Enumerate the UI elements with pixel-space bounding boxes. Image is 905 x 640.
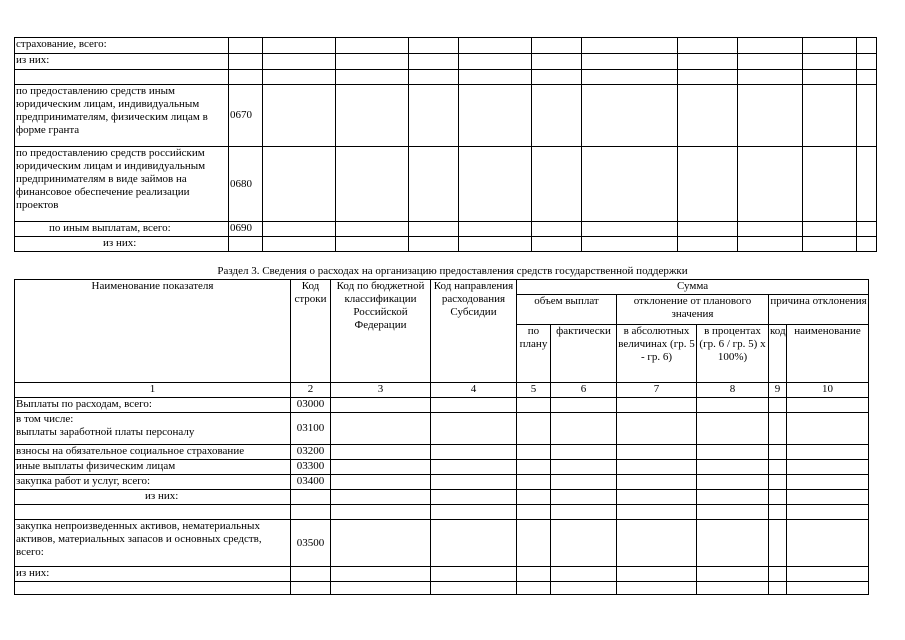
row-label: из них: — [15, 237, 229, 252]
cell[interactable] — [738, 85, 803, 147]
cell[interactable] — [787, 460, 869, 475]
cell[interactable] — [803, 54, 857, 70]
cell[interactable] — [678, 222, 738, 237]
cell[interactable] — [551, 445, 617, 460]
table-row — [15, 520, 869, 567]
cell[interactable] — [263, 85, 336, 147]
table-row — [15, 460, 869, 475]
cell[interactable] — [787, 413, 869, 445]
cell[interactable] — [409, 147, 459, 222]
row-label: закупка непроизведенных активов, нематериальных активов, материальных запасов и основных средств, всего: — [15, 520, 291, 567]
header-budget-code: Код по бюджетной классификации Российской Федерации — [331, 280, 431, 383]
cell[interactable] — [459, 222, 532, 237]
row-code: 03100 — [291, 413, 331, 445]
header-actual: фактически — [551, 325, 617, 383]
col-number: 3 — [331, 383, 431, 398]
header-plan: по плану — [517, 325, 551, 383]
row-code: 03300 — [291, 460, 331, 475]
cell[interactable] — [517, 445, 551, 460]
cell[interactable] — [331, 582, 431, 595]
cell[interactable] — [803, 85, 857, 147]
top-table — [14, 37, 877, 252]
row-code: 03400 — [291, 475, 331, 490]
cell[interactable] — [617, 582, 697, 595]
cell[interactable] — [431, 460, 517, 475]
row-code: 03200 — [291, 445, 331, 460]
cell[interactable] — [617, 490, 697, 505]
cell[interactable] — [678, 147, 738, 222]
header-reason-name: наименование — [787, 325, 869, 383]
row-code: 03000 — [291, 398, 331, 413]
cell[interactable] — [551, 413, 617, 445]
cell[interactable] — [582, 147, 678, 222]
cell[interactable] — [678, 70, 738, 85]
row-code: 0670 — [229, 85, 263, 147]
cell[interactable] — [431, 475, 517, 490]
cell[interactable] — [582, 54, 678, 70]
cell[interactable] — [787, 567, 869, 582]
cell[interactable] — [787, 582, 869, 595]
cell[interactable] — [738, 54, 803, 70]
header-direction-code: Код направления расходования Субсидии — [431, 280, 517, 383]
col-number: 9 — [769, 383, 787, 398]
table-row — [15, 237, 877, 252]
row-label: страхование, всего: — [15, 38, 229, 54]
table-row — [15, 38, 877, 54]
row-label: взносы на обязательное социальное страхование — [15, 445, 291, 460]
cell[interactable] — [857, 237, 877, 252]
cell[interactable] — [697, 505, 769, 520]
cell[interactable] — [331, 490, 431, 505]
cell[interactable] — [617, 520, 697, 567]
cell[interactable] — [532, 222, 582, 237]
cell[interactable] — [551, 505, 617, 520]
cell[interactable] — [431, 413, 517, 445]
header-code: код — [769, 325, 787, 383]
header-absolute: в абсолютных величинах (гр. 5 - гр. 6) — [617, 325, 697, 383]
cell[interactable] — [336, 85, 409, 147]
cell[interactable] — [336, 54, 409, 70]
cell[interactable] — [263, 237, 336, 252]
row-code — [229, 237, 263, 252]
cell[interactable] — [769, 505, 787, 520]
cell[interactable] — [769, 567, 787, 582]
cell[interactable] — [431, 505, 517, 520]
cell[interactable] — [769, 413, 787, 445]
cell[interactable] — [532, 85, 582, 147]
cell[interactable] — [409, 85, 459, 147]
cell[interactable] — [769, 445, 787, 460]
cell[interactable] — [857, 222, 877, 237]
expenses-table — [14, 279, 869, 595]
cell[interactable] — [431, 490, 517, 505]
cell[interactable] — [697, 490, 769, 505]
cell[interactable] — [263, 222, 336, 237]
col-number: 7 — [617, 383, 697, 398]
cell[interactable] — [517, 490, 551, 505]
cell[interactable] — [409, 38, 459, 54]
cell[interactable] — [459, 147, 532, 222]
cell[interactable] — [769, 490, 787, 505]
cell[interactable] — [331, 567, 431, 582]
cell[interactable] — [459, 70, 532, 85]
cell[interactable] — [551, 398, 617, 413]
row-label: иные выплаты физическим лицам — [15, 460, 291, 475]
row-code — [291, 582, 331, 595]
col-number: 5 — [517, 383, 551, 398]
cell[interactable] — [517, 520, 551, 567]
col-number: 4 — [431, 383, 517, 398]
row-label: из них: — [15, 490, 291, 505]
cell[interactable] — [582, 85, 678, 147]
header-name: Наименование показателя — [15, 280, 291, 383]
cell[interactable] — [803, 70, 857, 85]
table-row — [15, 505, 869, 520]
cell[interactable] — [431, 445, 517, 460]
cell[interactable] — [697, 567, 769, 582]
cell[interactable] — [803, 38, 857, 54]
table-row — [15, 54, 877, 70]
cell[interactable] — [517, 413, 551, 445]
cell[interactable] — [331, 475, 431, 490]
table-row — [15, 413, 869, 445]
cell[interactable] — [431, 582, 517, 595]
cell[interactable] — [517, 475, 551, 490]
row-code: 0690 — [229, 222, 263, 237]
cell[interactable] — [263, 54, 336, 70]
cell[interactable] — [678, 85, 738, 147]
row-code — [291, 490, 331, 505]
cell[interactable] — [769, 460, 787, 475]
table-row — [15, 70, 877, 85]
cell[interactable] — [263, 147, 336, 222]
col-number: 2 — [291, 383, 331, 398]
row-label — [15, 582, 291, 595]
cell[interactable] — [551, 567, 617, 582]
cell[interactable] — [431, 567, 517, 582]
col-number: 6 — [551, 383, 617, 398]
table-row — [15, 222, 877, 237]
cell[interactable] — [857, 147, 877, 222]
cell[interactable] — [336, 147, 409, 222]
cell[interactable] — [617, 505, 697, 520]
row-label — [15, 70, 229, 85]
cell[interactable] — [517, 398, 551, 413]
cell[interactable] — [517, 582, 551, 595]
table-row — [15, 147, 877, 222]
row-code — [229, 54, 263, 70]
cell[interactable] — [517, 567, 551, 582]
cell[interactable] — [336, 222, 409, 237]
header-sum: Сумма — [517, 280, 869, 295]
cell[interactable] — [857, 38, 877, 54]
col-number: 10 — [787, 383, 869, 398]
cell[interactable] — [336, 237, 409, 252]
cell[interactable] — [769, 475, 787, 490]
cell[interactable] — [551, 490, 617, 505]
cell[interactable] — [551, 460, 617, 475]
cell[interactable] — [678, 38, 738, 54]
cell[interactable] — [551, 475, 617, 490]
cell[interactable] — [697, 520, 769, 567]
cell[interactable] — [787, 475, 869, 490]
table-row — [15, 567, 869, 582]
cell[interactable] — [697, 460, 769, 475]
table-row — [15, 398, 869, 413]
cell[interactable] — [697, 413, 769, 445]
row-code — [229, 38, 263, 54]
cell[interactable] — [409, 70, 459, 85]
cell[interactable] — [697, 445, 769, 460]
cell[interactable] — [697, 398, 769, 413]
row-code — [229, 70, 263, 85]
row-label: закупка работ и услуг, всего: — [15, 475, 291, 490]
header-row-code: Код строки — [291, 280, 331, 383]
cell[interactable] — [263, 70, 336, 85]
row-label: в том числе: выплаты заработной платы персоналу — [15, 413, 291, 445]
cell[interactable] — [263, 38, 336, 54]
cell[interactable] — [459, 85, 532, 147]
cell[interactable] — [409, 237, 459, 252]
cell[interactable] — [336, 38, 409, 54]
table-row — [15, 445, 869, 460]
cell[interactable] — [331, 460, 431, 475]
cell[interactable] — [803, 222, 857, 237]
table-row — [15, 490, 869, 505]
row-label: по предоставлению средств иным юридическим лицам, индивидуальным предпринимателям, физическим лицам в форме гранта — [15, 85, 229, 147]
cell[interactable] — [532, 70, 582, 85]
header-row — [15, 280, 869, 295]
cell[interactable] — [331, 398, 431, 413]
row-code — [291, 567, 331, 582]
header-deviation: отклонение от планового значения — [617, 295, 769, 325]
cell[interactable] — [787, 520, 869, 567]
cell[interactable] — [787, 398, 869, 413]
cell[interactable] — [517, 505, 551, 520]
table-row — [15, 475, 869, 490]
cell[interactable] — [857, 85, 877, 147]
row-label: по иным выплатам, всего: — [15, 222, 229, 237]
cell[interactable] — [787, 505, 869, 520]
cell[interactable] — [582, 237, 678, 252]
cell[interactable] — [582, 70, 678, 85]
cell[interactable] — [738, 147, 803, 222]
cell[interactable] — [336, 70, 409, 85]
cell[interactable] — [617, 413, 697, 445]
cell[interactable] — [769, 398, 787, 413]
cell[interactable] — [738, 70, 803, 85]
cell[interactable] — [459, 54, 532, 70]
cell[interactable] — [697, 475, 769, 490]
cell[interactable] — [769, 520, 787, 567]
cell[interactable] — [551, 582, 617, 595]
row-code — [291, 505, 331, 520]
section-title: Раздел 3. Сведения о расходах на организацию предоставления средств государственной поддержки — [217, 265, 688, 277]
cell[interactable] — [331, 413, 431, 445]
cell[interactable] — [678, 54, 738, 70]
col-number: 8 — [697, 383, 769, 398]
row-code: 0680 — [229, 147, 263, 222]
cell[interactable] — [857, 70, 877, 85]
table-row — [15, 85, 877, 147]
cell[interactable] — [459, 237, 532, 252]
cell[interactable] — [517, 460, 551, 475]
cell[interactable] — [409, 54, 459, 70]
cell[interactable] — [582, 222, 678, 237]
row-label: по предоставлению средств российским юридическим лицам и индивидуальным предпринимателям в виде займов на финансовое обеспечение реализации проектов — [15, 147, 229, 222]
row-label: из них: — [15, 567, 291, 582]
cell[interactable] — [331, 520, 431, 567]
cell[interactable] — [738, 237, 803, 252]
row-label: Выплаты по расходам, всего: — [15, 398, 291, 413]
cell[interactable] — [678, 237, 738, 252]
row-label — [15, 505, 291, 520]
row-code: 03500 — [291, 520, 331, 567]
header-volume: объем выплат — [517, 295, 617, 325]
col-number: 1 — [15, 383, 291, 398]
cell[interactable] — [409, 222, 459, 237]
cell[interactable] — [617, 460, 697, 475]
cell[interactable] — [857, 54, 877, 70]
cell[interactable] — [738, 222, 803, 237]
cell[interactable] — [532, 38, 582, 54]
cell[interactable] — [617, 398, 697, 413]
cell[interactable] — [532, 147, 582, 222]
cell[interactable] — [617, 445, 697, 460]
header-percent: в процентах (гр. 6 / гр. 5) x 100%) — [697, 325, 769, 383]
cell[interactable] — [803, 237, 857, 252]
cell[interactable] — [331, 505, 431, 520]
column-numbers-row — [15, 383, 869, 398]
table-row — [15, 582, 869, 595]
cell[interactable] — [787, 490, 869, 505]
header-reason: причина отклонения — [769, 295, 869, 325]
cell[interactable] — [697, 582, 769, 595]
cell[interactable] — [803, 147, 857, 222]
cell[interactable] — [617, 567, 697, 582]
cell[interactable] — [331, 445, 431, 460]
cell[interactable] — [459, 38, 532, 54]
cell[interactable] — [551, 520, 617, 567]
cell[interactable] — [431, 520, 517, 567]
cell[interactable] — [431, 398, 517, 413]
cell[interactable] — [532, 54, 582, 70]
row-label: из них: — [15, 54, 229, 70]
cell[interactable] — [769, 582, 787, 595]
cell[interactable] — [532, 237, 582, 252]
cell[interactable] — [582, 38, 678, 54]
cell[interactable] — [738, 38, 803, 54]
cell[interactable] — [787, 445, 869, 460]
cell[interactable] — [617, 475, 697, 490]
